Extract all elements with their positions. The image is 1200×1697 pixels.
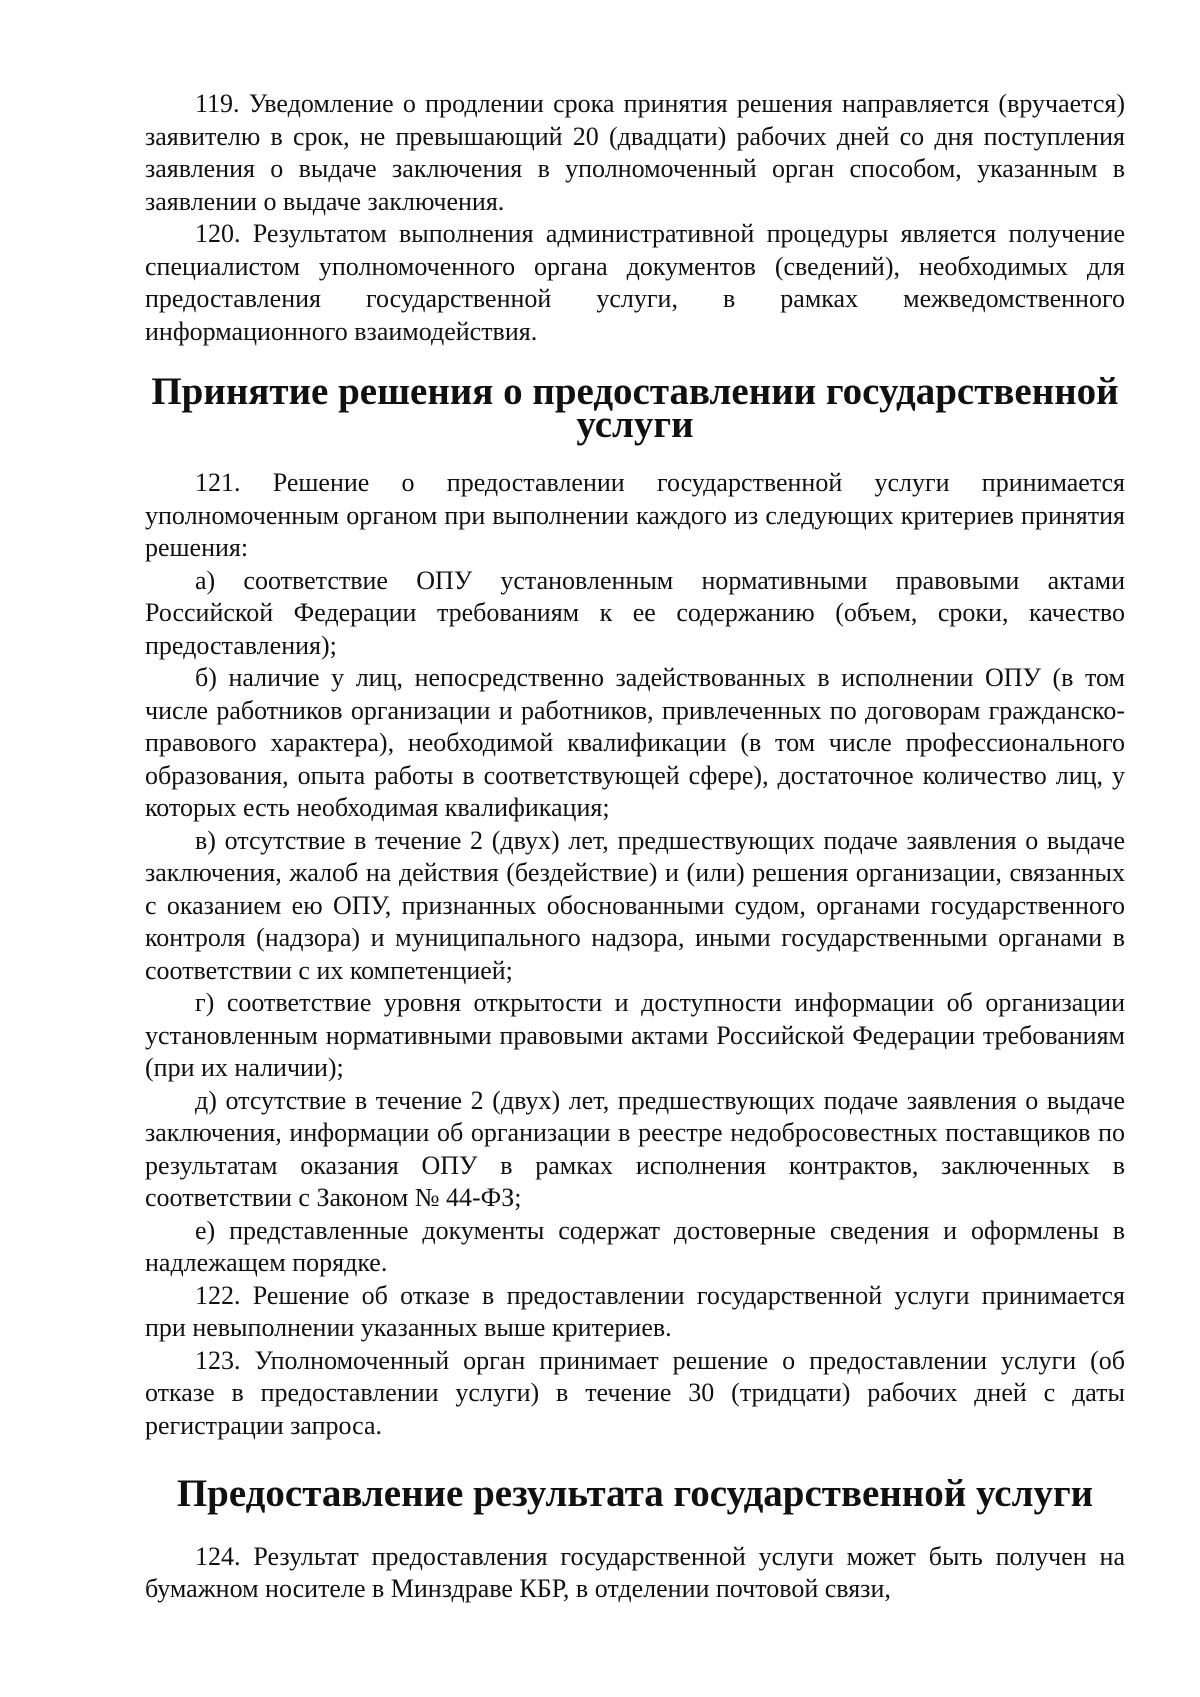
paragraph-124: 124. Результат предоставления государственной услуги может быть получен на бумажном носителе в Минздраве КБР, в отделении почтовой связи, <box>145 1541 1125 1603</box>
paragraph-122: 122. Решение об отказе в предоставлении государственной услуги принимается при невыполнении указанных выше критериев. <box>145 1280 1125 1342</box>
criterion-b: б) наличие у лиц, непосредственно задействованных в исполнении ОПУ (в том числе работников организации и работников, привлеченных по договорам гражданско-правового характера), необходимой квалификации (в том числе профессионального образования, опыта работы в соответствующей сфере), достаточное количество лиц, у которых есть необходимая квалификация; <box>145 663 1125 822</box>
criterion-g: г) соответствие уровня открытости и доступности информации об организации установленным нормативными правовыми актами Российской Федерации требованиям (при их наличии); <box>145 988 1125 1082</box>
criterion-a: а) соответствие ОПУ установленным нормативными правовыми актами Российской Федерации требованиям к ее содержанию (объем, сроки, качество предоставления); <box>145 565 1125 660</box>
section-heading-decision: Принятие решения о предоставлении государственной услуги <box>151 370 1119 446</box>
document-page <box>145 88 1125 1606</box>
criterion-d: д) отсутствие в течение 2 (двух) лет, предшествующих подаче заявления о выдаче заключения, информации об организации в реестре недобросовестных поставщиков по результатам оказания ОПУ в рамках исполнения контрактов, заключенных в соответствии с Законом № 44-ФЗ; <box>145 1085 1125 1212</box>
section-heading-result: Предоставление результата государственной услуги <box>176 1472 1094 1515</box>
paragraph-119: 119. Уведомление о продлении срока принятия решения направляется (вручается) заявителю в срок, не превышающий 20 (двадцати) рабочих дней со дня поступления заявления о выдаче заключения в уполномоченный орган способом, указанным в заявлении о выдаче заключения. <box>145 89 1125 216</box>
paragraph-120: 120. Результатом выполнения административной процедуры является получение специалистом уполномоченного органа документов (сведений), необходимых для предоставления государственной услуги, в рамках межведомственного информационного взаимодействия. <box>145 219 1125 346</box>
paragraph-121: 121. Решение о предоставлении государственной услуги принимается уполномоченным органом при выполнении каждого из следующих критериев принятия решения: <box>145 468 1125 562</box>
criterion-e: е) представленные документы содержат достоверные сведения и оформлены в надлежащем порядке. <box>145 1215 1125 1277</box>
paragraph-123: 123. Уполномоченный орган принимает решение о предоставлении услуги (об отказе в предоставлении услуги) в течение 30 (тридцати) рабочих дней с даты регистрации запроса. <box>145 1345 1125 1440</box>
criterion-v: в) отсутствие в течение 2 (двух) лет, предшествующих подаче заявления о выдаче заключения, жалоб на действия (бездействие) и (или) решения организации, связанных с оказанием ею ОПУ, признанных обоснованными судом, органами государственного контроля (надзора) и муниципального надзора, иными государственными органами в соответствии с их компетенцией; <box>145 825 1125 985</box>
